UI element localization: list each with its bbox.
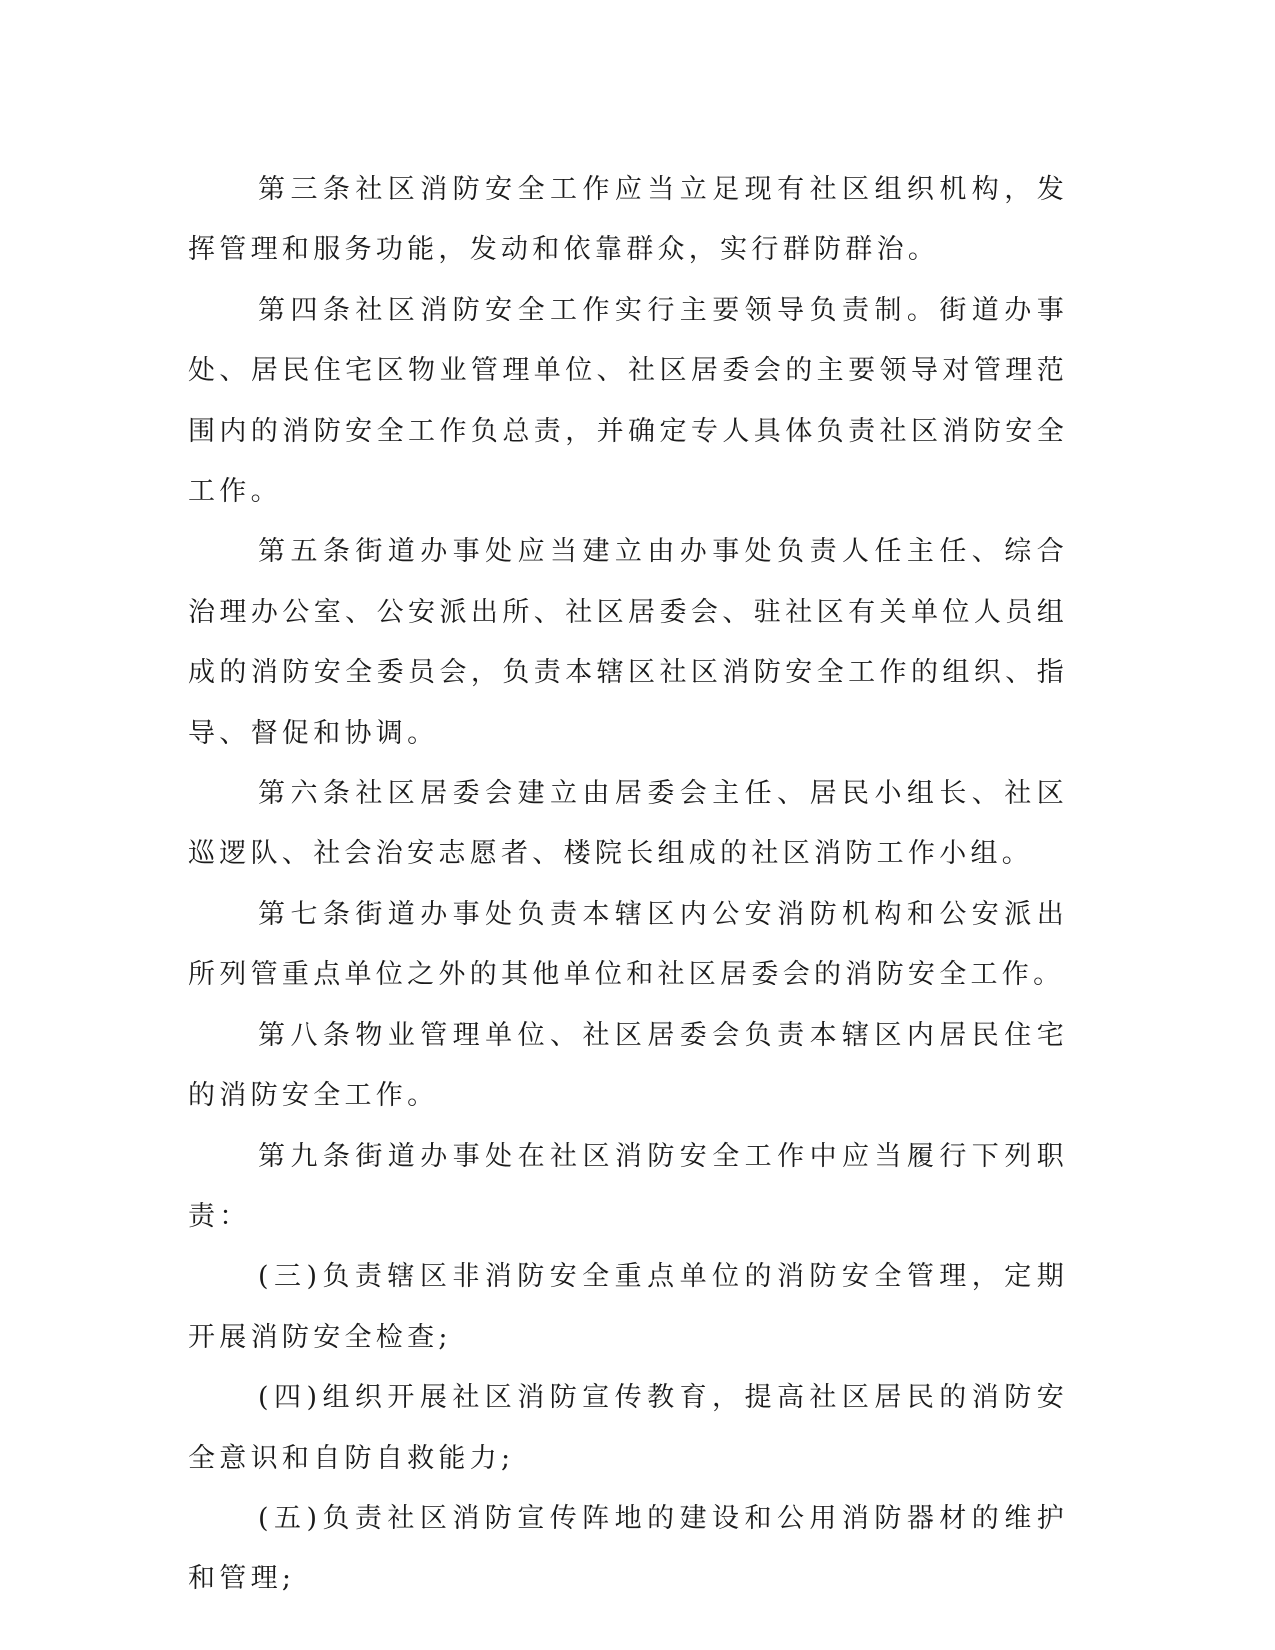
paragraph-article-5: 第五条街道办事处应当建立由办事处负责人任主任、综合治理办公室、公安派出所、社区居委会、驻社区有关单位人员组成的消防安全委员会，负责本辖区社区消防安全工作的组织、指导、督促和协调。 bbox=[188, 536, 1068, 749]
paragraph-item-3: (三)负责辖区非消防安全重点单位的消防安全管理，定期开展消防安全检查; bbox=[188, 1261, 1068, 1353]
paragraph-article-3: 第三条社区消防安全工作应当立足现有社区组织机构，发挥管理和服务功能，发动和依靠群众，实行群防群治。 bbox=[188, 174, 1068, 266]
paragraph-item-5: (五)负责社区消防宣传阵地的建设和公用消防器材的维护和管理; bbox=[188, 1502, 1068, 1595]
document-body bbox=[188, 160, 1068, 1610]
paragraph-item-4: (四)组织开展社区消防宣传教育，提高社区居民的消防安全意识和自防自救能力; bbox=[188, 1382, 1068, 1474]
paragraph-article-4: 第四条社区消防安全工作实行主要领导负责制。街道办事处、居民住宅区物业管理单位、社区居委会的主要领导对管理范围内的消防安全工作负总责，并确定专人具体负责社区消防安全工作。 bbox=[188, 294, 1068, 508]
paragraph-article-8: 第八条物业管理单位、社区居委会负责本辖区内居民住宅的消防安全工作。 bbox=[188, 1019, 1068, 1112]
paragraph-article-6: 第六条社区居委会建立由居委会主任、居民小组长、社区巡逻队、社会治安志愿者、楼院长组成的社区消防工作小组。 bbox=[188, 778, 1068, 870]
paragraph-article-9: 第九条街道办事处在社区消防安全工作中应当履行下列职责： bbox=[188, 1140, 1068, 1232]
paragraph-article-7: 第七条街道办事处负责本辖区内公安消防机构和公安派出所列管重点单位之外的其他单位和社区居委会的消防安全工作。 bbox=[188, 898, 1068, 991]
